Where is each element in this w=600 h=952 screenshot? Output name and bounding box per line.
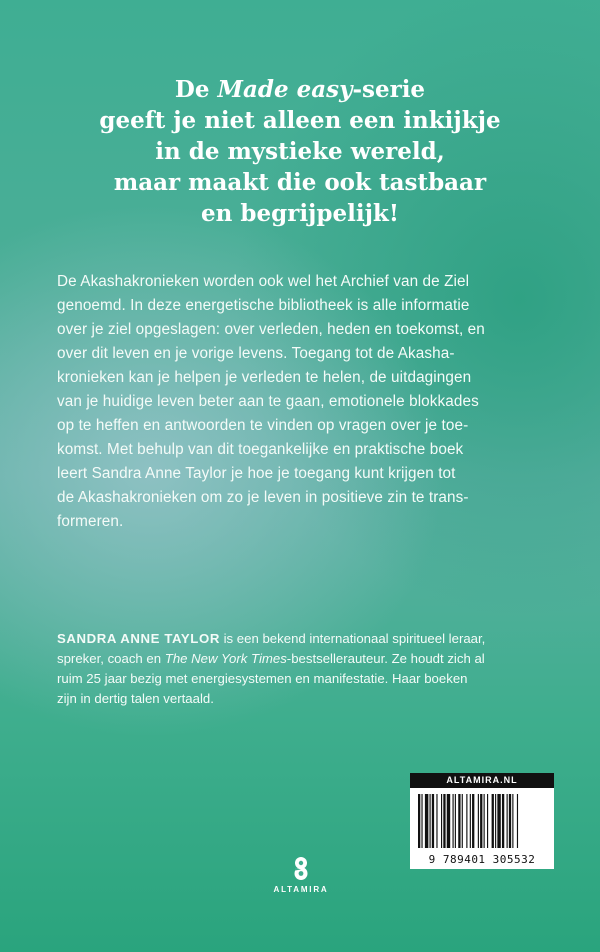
isbn-number: 9 789401 305532 <box>428 853 536 866</box>
author-name: SANDRA ANNE TAYLOR <box>57 631 220 646</box>
tagline-line-5: en begrijpelijk! <box>201 200 399 227</box>
description-line: formeren. <box>57 513 124 530</box>
bio-line-4: zijn in dertig talen vertaald. <box>57 691 214 706</box>
series-name: Made easy <box>217 76 353 103</box>
tagline-line-4: maar maakt die ook tastbaar <box>113 169 487 196</box>
altamira-8-logo-icon <box>288 855 314 881</box>
newspaper-name: The New York Times <box>164 651 287 666</box>
description-line: leert Sandra Anne Taylor je hoe je toegang kunt krijgen tot <box>57 465 456 482</box>
bio-line-1: SANDRA ANNE TAYLOR is een bekend internationaal spiritueel leraar, <box>57 631 486 646</box>
tagline-line-2: geeft je niet alleen een inkijkje <box>99 107 501 134</box>
description-line: komst. Met behulp van dit toegankelijke en praktische boek <box>57 441 464 458</box>
publisher-logo <box>266 855 336 894</box>
isbn-barcode <box>410 773 554 869</box>
publisher-website: ALTAMIRA.NL <box>410 773 554 788</box>
tagline-line-3: in de mystieke wereld, <box>155 138 445 165</box>
description-line: over je ziel opgeslagen: over verleden, heden en toekomst, en <box>57 321 485 338</box>
publisher-name: ALTAMIRA <box>273 885 329 894</box>
description-line: genoemd. In deze energetische bibliotheek is alle informatie <box>57 297 470 314</box>
description-line: van je huidige leven beter aan te gaan, emotionele blokkades <box>57 393 479 410</box>
bio-line-2: spreker, coach en The New York Times-bestsellerauteur. Ze houdt zich al <box>57 651 485 666</box>
book-description <box>57 270 557 534</box>
description-line: over dit leven en je vorige levens. Toegang tot de Akasha- <box>57 345 455 362</box>
description-line: de Akashakronieken om zo je leven in positieve zin te trans- <box>57 489 469 506</box>
tagline-line-1: De Made easy-serie <box>174 76 426 103</box>
barcode-icon <box>416 794 548 848</box>
author-bio <box>57 629 557 709</box>
description-line: op te heffen en antwoorden te vinden op vragen over je toe- <box>57 417 469 434</box>
series-tagline <box>0 74 600 229</box>
bio-line-3: ruim 25 jaar bezig met energiesystemen en manifestatie. Haar boeken <box>57 671 468 686</box>
description-line: De Akashakronieken worden ook wel het Archief van de Ziel <box>57 273 470 290</box>
description-line: kronieken kan je helpen je verleden te helen, de uitdagingen <box>57 369 472 386</box>
